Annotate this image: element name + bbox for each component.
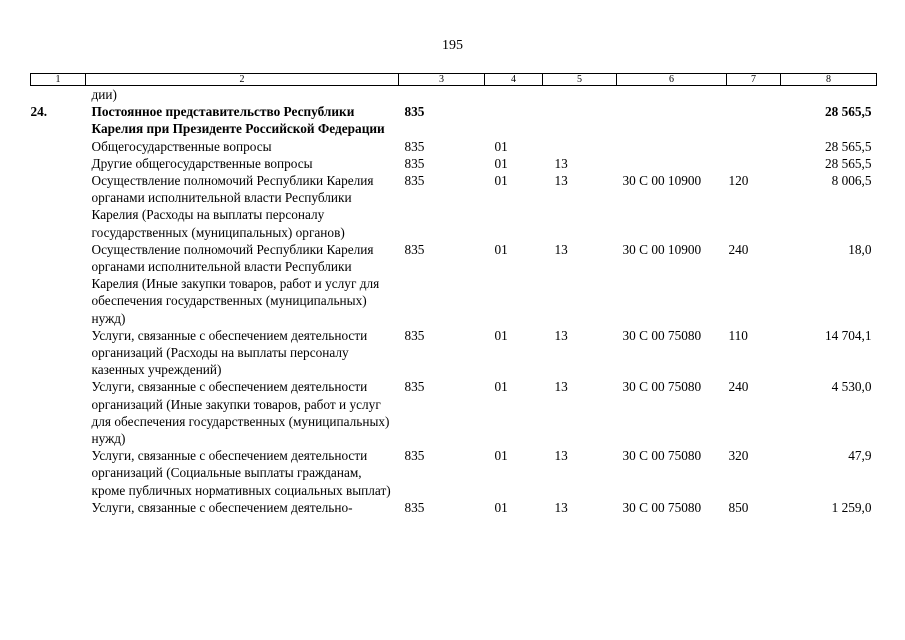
amount: 28 565,5 [824, 138, 872, 154]
amount: 28 565,5 [824, 155, 872, 171]
table-row [31, 241, 877, 327]
section-code: 01 [494, 448, 508, 464]
column-number-row [31, 74, 877, 86]
amount: 28 565,5 [824, 104, 872, 120]
expense-type-code [727, 86, 781, 104]
table-row [31, 499, 877, 516]
row-number [31, 447, 86, 499]
table-row [31, 172, 877, 241]
subsection-code: 13 [554, 173, 568, 189]
subsection-code [543, 103, 617, 137]
ministry-code: 835 [404, 173, 425, 189]
amount: 4 530,0 [831, 379, 872, 395]
column-header: 5 [543, 74, 617, 86]
expense-type-code: 850 [728, 499, 749, 515]
row-number [31, 86, 86, 104]
section-code: 01 [494, 327, 508, 343]
expenditure-name: Услуги, связанные с обеспечением деятельности организаций (Расходы на выплаты персоналу казенных учреждений) [91, 327, 368, 378]
table-row [31, 378, 877, 447]
table-row [31, 103, 877, 137]
expense-type-code: 120 [728, 173, 749, 189]
target-article-code [617, 155, 727, 172]
table-row [31, 155, 877, 172]
expenditure-name: Услуги, связанные с обеспечением деятельности организаций (Социальные выплаты гражданам, кроме публичных нормативных социальных выплат) [91, 448, 391, 498]
section-code: 01 [494, 138, 508, 154]
target-article-code [617, 138, 727, 155]
ministry-code: 835 [404, 138, 425, 154]
column-header: 2 [86, 74, 399, 86]
row-number [31, 241, 86, 327]
expenditure-name: Общегосударственные вопросы [91, 138, 272, 154]
target-article-code: 30 С 00 10900 [622, 173, 702, 189]
ministry-code: 835 [404, 499, 425, 515]
expense-type-code [727, 155, 781, 172]
row-number [31, 155, 86, 172]
row-number [31, 499, 86, 516]
ministry-code: 835 [404, 104, 425, 120]
table-header [31, 74, 877, 86]
column-header: 7 [727, 74, 781, 86]
column-header: 3 [399, 74, 485, 86]
table-row [31, 138, 877, 155]
expenditure-name: Услуги, связанные с обеспечением деятельно- [91, 499, 353, 515]
row-number [31, 138, 86, 155]
target-article-code [617, 103, 727, 137]
section-code: 01 [494, 155, 508, 171]
subsection-code: 13 [554, 379, 568, 395]
ministry-code: 835 [404, 241, 425, 257]
expenditure-name: Другие общегосударственные вопросы [91, 155, 313, 171]
table-row [31, 86, 877, 104]
table-row [31, 327, 877, 379]
subsection-code: 13 [554, 448, 568, 464]
column-header: 1 [31, 74, 86, 86]
column-header: 8 [781, 74, 877, 86]
expense-type-code [727, 103, 781, 137]
budget-table [30, 73, 877, 516]
target-article-code: 30 С 00 75080 [622, 327, 702, 343]
row-number [31, 172, 86, 241]
row-number [31, 327, 86, 379]
section-code: 01 [494, 499, 508, 515]
section-code [485, 86, 543, 104]
amount: 14 704,1 [824, 327, 872, 343]
amount: 8 006,5 [831, 173, 872, 189]
amount: 18,0 [848, 241, 872, 257]
amount [781, 86, 877, 104]
section-code: 01 [494, 173, 508, 189]
ministry-code: 835 [404, 448, 425, 464]
column-header: 4 [485, 74, 543, 86]
page-number: 195 [442, 38, 463, 53]
expense-type-code: 110 [728, 327, 748, 343]
subsection-code: 13 [554, 327, 568, 343]
expense-type-code [727, 138, 781, 155]
expenditure-name: дии) [91, 87, 117, 102]
expenditure-name: Постоянное представительство Республики Карелия при Президенте Российской Федерации [91, 104, 385, 137]
subsection-code: 13 [554, 155, 568, 171]
expense-type-code: 240 [728, 379, 749, 395]
table-body [31, 86, 877, 517]
target-article-code [617, 86, 727, 104]
subsection-code: 13 [554, 499, 568, 515]
subsection-code: 13 [554, 241, 568, 257]
subsection-code [543, 138, 617, 155]
expenditure-name: Осуществление полномочий Республики Карелия органами исполнительной власти Республики Карелия (Расходы на выплаты персоналу государственных (муниципальных) органов) [91, 173, 374, 240]
column-header: 6 [617, 74, 727, 86]
section-code [485, 103, 543, 137]
subsection-code [543, 86, 617, 104]
amount: 47,9 [848, 448, 872, 464]
target-article-code: 30 С 00 75080 [622, 499, 702, 515]
expenditure-name: Услуги, связанные с обеспечением деятельности организаций (Иные закупки товаров, работ и услуг для обеспечения государственных (муниципальных) нужд) [91, 379, 390, 447]
ministry-code: 835 [404, 379, 425, 395]
ministry-code: 835 [404, 155, 425, 171]
section-code: 01 [494, 379, 508, 395]
table-row [31, 447, 877, 499]
amount: 1 259,0 [831, 499, 872, 515]
row-number: 24. [30, 104, 48, 120]
target-article-code: 30 С 00 75080 [622, 448, 702, 464]
target-article-code: 30 С 00 10900 [622, 241, 702, 257]
section-code: 01 [494, 241, 508, 257]
row-number [31, 378, 86, 447]
target-article-code: 30 С 00 75080 [622, 379, 702, 395]
ministry-code: 835 [404, 327, 425, 343]
ministry-code [399, 86, 485, 104]
expense-type-code: 240 [728, 241, 749, 257]
expenditure-name: Осуществление полномочий Республики Карелия органами исполнительной власти Республики Карелия (Иные закупки товаров, работ и услуг для обеспечения государственных (муниципальных) нужд) [91, 241, 380, 326]
expense-type-code: 320 [728, 448, 749, 464]
